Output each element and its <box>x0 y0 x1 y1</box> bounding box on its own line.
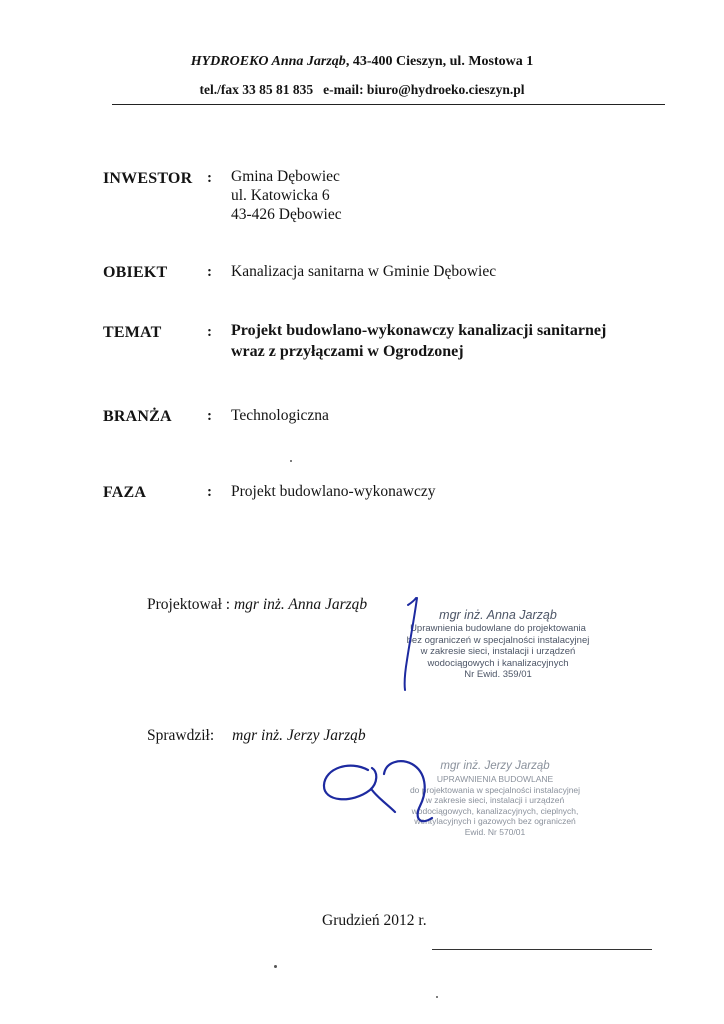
header-divider <box>112 104 665 105</box>
company-email: e-mail: biuro@hydroeko.cieszyn.pl <box>323 82 525 97</box>
field-colon: : <box>207 264 212 280</box>
scan-speck <box>290 460 292 462</box>
value-line: Projekt budowlano-wykonawczy kanalizacji sanitarnej <box>231 322 607 339</box>
stamp-line: bez ograniczeń w specjalności instalacyjnej <box>406 634 590 646</box>
scan-speck <box>274 965 277 968</box>
field-colon: : <box>207 170 212 186</box>
scan-speck <box>436 996 438 998</box>
stamp-line: UPRAWNIENIA BUDOWLANE <box>436 774 554 784</box>
field-label: FAZA <box>103 484 147 501</box>
field-value <box>231 320 606 362</box>
stamp-line: Ewid. Nr 570/01 <box>464 826 526 837</box>
date-underline <box>432 949 652 950</box>
stamp-line: wodociągowych, kanalizacyjnych, cieplnych, <box>411 805 579 816</box>
stamp-name: mgr inż. Anna Jarząb <box>439 608 557 622</box>
checker-role: Sprawdził: <box>147 727 215 744</box>
company-phone: tel./fax 33 85 81 835 <box>199 82 314 97</box>
checker-stamp <box>400 759 590 837</box>
field-value: Kanalizacja sanitarna w Gminie Dębowiec <box>231 263 497 280</box>
field-value: Technologiczna <box>231 407 329 424</box>
field-colon: : <box>207 408 212 424</box>
company-address: , 43-400 Cieszyn, ul. Mostowa 1 <box>345 54 534 69</box>
designer-name: mgr inż. Anna Jarząb <box>233 596 368 613</box>
checker-signature-line <box>147 727 366 745</box>
stamp-name: mgr inż. Jerzy Jarząb <box>440 760 550 772</box>
field-colon: : <box>207 484 212 500</box>
designer-stamp <box>398 608 598 681</box>
field-label: TEMAT <box>103 324 162 341</box>
stamp-line: w zakresie sieci, instalacji i urządzeń <box>425 795 565 805</box>
stamp-line: w zakresie sieci, instalacji i urządzeń <box>420 646 576 657</box>
stamp-line: do projektowania w specjalności instalacyjnej <box>409 784 581 795</box>
value-line: wraz z przyłączami w Ogrodzonej <box>231 343 464 360</box>
field-label: BRANŻA <box>103 408 172 425</box>
value-line: Gmina Dębowiec <box>231 168 340 185</box>
stamp-line: Uprawnienia budowlane do projektowania <box>410 623 586 634</box>
stamp-line: wodociągowych i kanalizacyjnych <box>427 657 569 669</box>
document-date: Grudzień 2012 r. <box>322 912 427 929</box>
checker-name: mgr inż. Jerzy Jarząb <box>232 727 366 744</box>
company-header <box>0 54 724 70</box>
company-name: HYDROEKO Anna Jarząb <box>190 54 346 69</box>
designer-role: Projektował : <box>147 596 234 613</box>
value-line: ul. Katowicka 6 <box>231 187 330 204</box>
field-value: Projekt budowlano-wykonawczy <box>231 483 436 500</box>
designer-signature-line <box>147 596 367 614</box>
stamp-line: wentylacyjnych i gazowych bez ograniczeń <box>414 816 576 826</box>
field-colon: : <box>207 324 212 340</box>
field-label: OBIEKT <box>103 264 168 281</box>
value-line: 43-426 Dębowiec <box>231 206 342 223</box>
stamp-line: Nr Ewid. 359/01 <box>464 669 532 680</box>
company-contact <box>0 82 724 98</box>
field-value <box>231 167 342 224</box>
field-label: INWESTOR <box>103 170 193 187</box>
